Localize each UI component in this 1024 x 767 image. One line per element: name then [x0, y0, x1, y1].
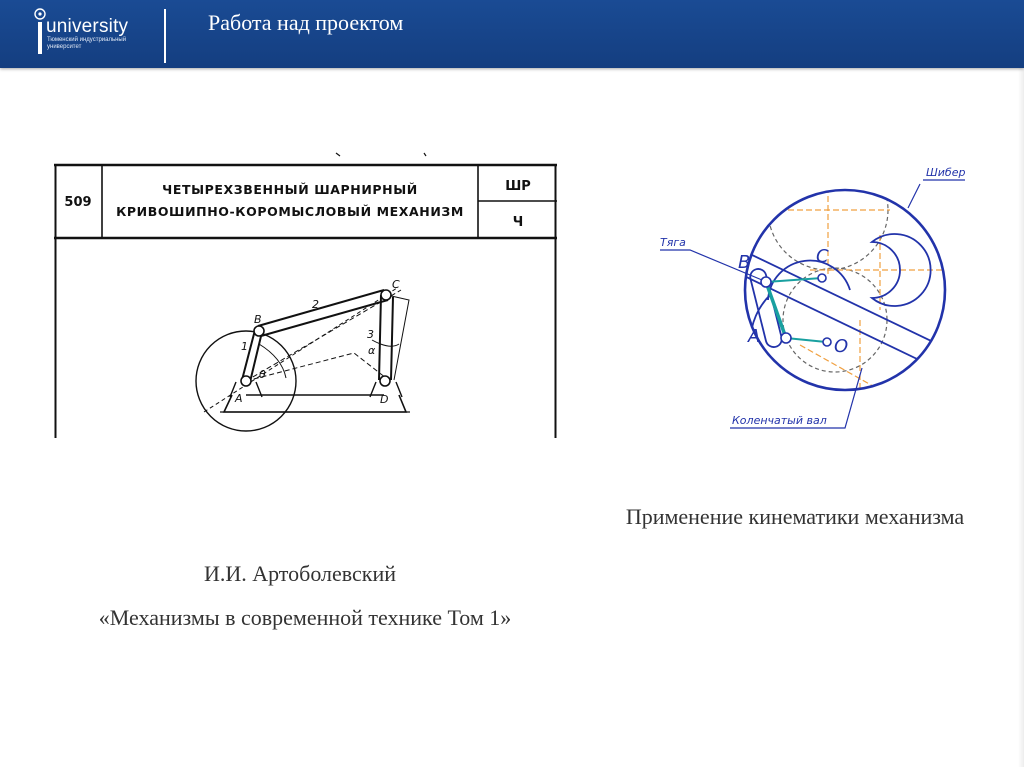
- label-point-b: B: [254, 313, 262, 326]
- caption-book: «Механизмы в современной технике Том 1»: [98, 605, 512, 630]
- label-point-d: D: [380, 393, 389, 406]
- label-point-o: O: [834, 336, 849, 357]
- logo-word: university: [46, 16, 129, 37]
- caption-application: Применение кинематики механизма: [625, 504, 965, 529]
- figure-code-bottom: Ч: [512, 215, 524, 230]
- application-scheme: [650, 150, 980, 440]
- label-point-c: C: [392, 278, 400, 291]
- label-tyaga: Тяга: [660, 236, 686, 249]
- label-link-2: 2: [312, 298, 319, 311]
- four-bar-mechanism: [196, 288, 410, 431]
- figure-number: 509: [64, 195, 92, 210]
- label-point-a: A: [748, 326, 761, 347]
- figure-code-top: ШР: [505, 179, 531, 194]
- label-link-3: 3: [367, 328, 374, 341]
- figure-title-line2: КРИВОШИПНО-КОРОМЫСЛОВЫЙ МЕХАНИЗМ: [116, 204, 464, 219]
- caption-author: И.И. Артоболевский: [203, 561, 397, 586]
- label-shiber: Шибер: [926, 166, 966, 179]
- label-alpha: α: [368, 344, 376, 357]
- label-point-a: A: [235, 392, 243, 405]
- page-title: Работа над проектом: [208, 10, 404, 35]
- label-crankshaft: Коленчатый вал: [732, 414, 827, 427]
- logo-mark-icon: [33, 8, 47, 62]
- header-bar: [0, 0, 1024, 68]
- university-logo: [33, 6, 143, 62]
- label-point-b: B: [738, 252, 751, 273]
- label-link-1: 1: [241, 340, 248, 353]
- page-edge-shadow: [1018, 68, 1024, 767]
- linkage-drawing: [54, 150, 558, 440]
- label-point-c: C: [816, 246, 829, 267]
- header-divider: [164, 9, 166, 63]
- figure-title-line1: ЧЕТЫРЕХЗВЕННЫЙ ШАРНИРНЫЙ: [162, 182, 418, 197]
- logo-subtext: Тюменский индустриальный университет: [47, 37, 127, 50]
- label-theta: θ: [259, 368, 266, 381]
